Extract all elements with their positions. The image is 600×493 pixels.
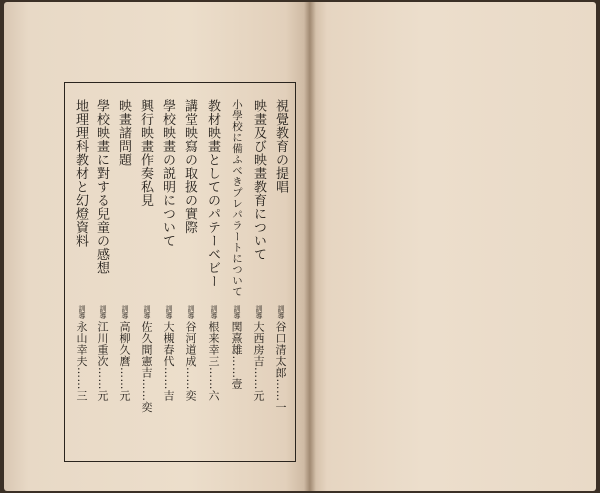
- toc-author-2: 大西房吉……元: [252, 321, 265, 402]
- toc-title-2: 映畫及び映畫教育について: [251, 99, 266, 261]
- table-of-contents: [64, 82, 296, 462]
- toc-author-10: 永山幸夫……三: [75, 321, 88, 402]
- toc-tag-2: 訓導: [255, 305, 263, 319]
- toc-title-4: 教材映畫としてのパテーベビー: [205, 99, 220, 288]
- toc-author-4: 根来幸三……六: [207, 321, 220, 402]
- toc-tag-1: 訓導: [277, 305, 285, 319]
- toc-author-9: 江川重次……元: [96, 321, 109, 402]
- toc-tag-7: 訓導: [143, 305, 151, 319]
- right-page: [310, 2, 596, 491]
- toc-title-3: 小學校に備ふべきプレパラートについて: [231, 99, 243, 297]
- toc-tag-4: 訓導: [210, 305, 218, 319]
- toc-title-10: 地理理科教材と幻燈資料: [73, 99, 88, 248]
- toc-author-8: 高柳久麿……元: [118, 321, 131, 402]
- toc-author-6: 大槻春代……吉: [162, 321, 175, 402]
- toc-title-6: 學校映畫の説明について: [160, 99, 175, 248]
- toc-tag-9: 訓導: [99, 305, 107, 319]
- toc-author-7: 佐久間憲吉……奕: [140, 321, 153, 413]
- toc-tag-3: 訓導: [233, 305, 241, 319]
- left-page: [4, 2, 310, 491]
- toc-tag-8: 訓導: [121, 305, 129, 319]
- book-gutter: [304, 2, 316, 491]
- toc-author-3: 関熹雄……壹: [230, 321, 243, 390]
- toc-tag-10: 訓導: [78, 305, 86, 319]
- toc-title-7: 興行映畫作奏私見: [138, 99, 153, 207]
- toc-title-1: 視覺教育の提唱: [273, 99, 288, 194]
- toc-tag-5: 訓導: [187, 305, 195, 319]
- toc-title-5: 講堂映寫の取扱の實際: [182, 99, 197, 234]
- toc-tag-6: 訓導: [165, 305, 173, 319]
- toc-author-1: 谷口清太郎……一: [274, 321, 287, 413]
- toc-title-8: 映畫諸問題: [116, 99, 131, 167]
- toc-author-5: 谷河道成……奕: [184, 321, 197, 402]
- toc-title-9: 學校映畫に對する兒童の感想: [94, 99, 109, 275]
